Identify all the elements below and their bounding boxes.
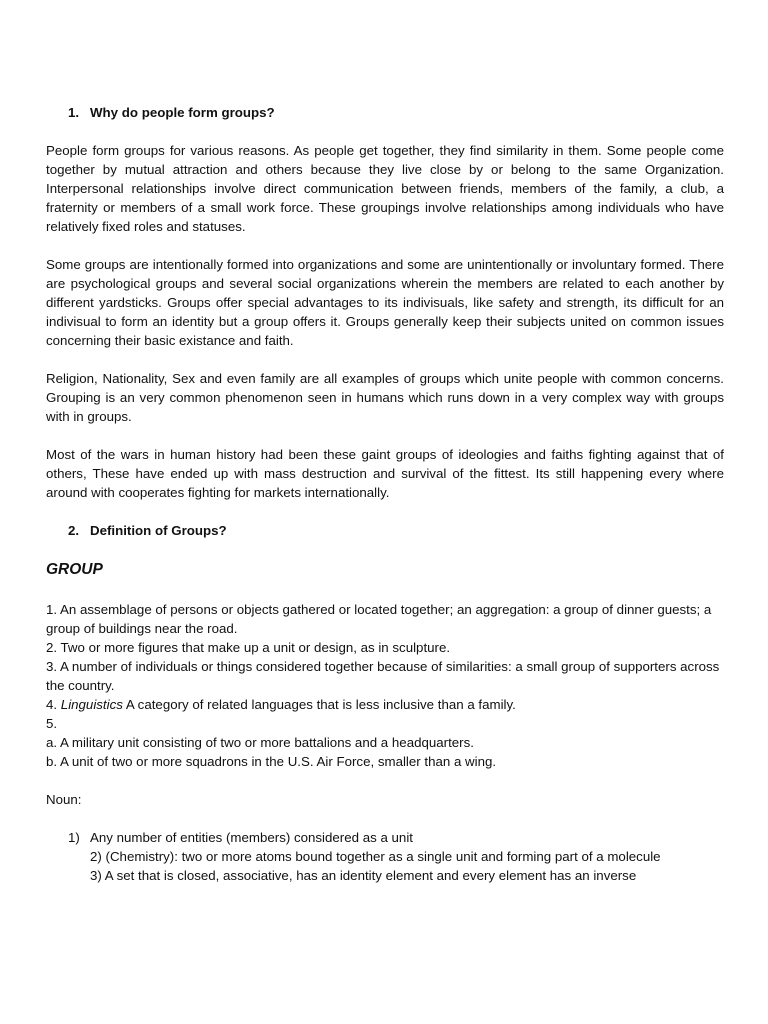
noun-item-1 [68, 828, 724, 847]
definition-4 [46, 695, 724, 714]
definition-5 [46, 714, 724, 733]
question-2-title: Definition of Groups? [90, 523, 227, 538]
definition-4-label: Linguistics [60, 697, 123, 712]
definition-5b-number: b. [46, 754, 58, 769]
question-2-number: 2. [68, 523, 80, 538]
definition-1-text: An assemblage of persons or objects gathered or located together; an aggregation: a group of dinner guests; a group of buildings near the road. [46, 602, 712, 636]
definition-2-text: Two or more figures that make up a unit or design, as in sculpture. [57, 640, 451, 655]
noun-item-3: 3) A set that is closed, associative, has an identity element and every element has an inverse [90, 868, 637, 883]
definition-1-number: 1. [46, 602, 58, 617]
definition-5b [46, 752, 724, 771]
paragraph-4: Most of the wars in human history had been these gaint groups of ideologies and faiths fighting against that of others, These have ended up with mass destruction and survival of the fittest. Its still happening every where around with cooperates fighting for markets internationally. [46, 447, 724, 500]
definition-2-number: 2. [46, 640, 58, 655]
group-heading: GROUP [46, 561, 103, 578]
question-1-heading [68, 103, 724, 122]
paragraph-2: Some groups are intentionally formed into organizations and some are unintentionally or involuntary formed. There are psychological groups and several social organizations wherein the members are related to each another by different yardsticks. Groups offer special advantages to its indivisuals, like safety and strength, its difficult for an indivisual to form an identity but a group offers it. Groups generally keep their subjects united on common issues concerning their basic existance and faith. [46, 257, 724, 348]
question-1-title: Why do people form groups? [90, 105, 275, 120]
noun-item-2: 2) (Chemistry): two or more atoms bound together as a single unit and forming part of a molecule [90, 849, 661, 864]
definition-5-number: 5. [46, 716, 58, 731]
noun-item-1-text: Any number of entities (members) considered as a unit [90, 830, 413, 845]
definition-1 [46, 600, 724, 638]
paragraph-1: People form groups for various reasons. As people get together, they find similarity in them. Some people come together by mutual attraction and others because they live close by or belong to the same Organization. Interpersonal relationships involve direct communication between friends, members of the family, a club, a fraternity or members of a small work force. These groupings involve relationships among individuals who have relatively fixed roles and statuses. [46, 143, 724, 234]
paragraph-3: Religion, Nationality, Sex and even family are all examples of groups which unite people with common concerns. Grouping is an very common phenomenon seen in humans which runs down in a very complex way with groups with in groups. [46, 371, 724, 424]
question-2-heading [68, 521, 724, 540]
definition-4-text: A category of related languages that is less inclusive than a family. [122, 697, 516, 712]
definition-5a-number: a. [46, 735, 58, 750]
definition-5b-text: A unit of two or more squadrons in the U.S. Air Force, smaller than a wing. [57, 754, 497, 769]
noun-list [46, 828, 724, 885]
definition-3 [46, 657, 724, 695]
definition-5a-text: A military unit consisting of two or more battalions and a headquarters. [57, 735, 474, 750]
definition-3-number: 3. [46, 659, 58, 674]
definition-5a [46, 733, 724, 752]
noun-item-1-number: 1) [68, 830, 80, 845]
document-content [46, 103, 724, 885]
definition-list [46, 600, 724, 771]
definition-3-text: A number of individuals or things considered together because of similarities: a small group of supporters across the country. [46, 659, 720, 693]
definition-4-number: 4. [46, 697, 58, 712]
question-1-number: 1. [68, 105, 80, 120]
noun-label: Noun: [46, 792, 82, 807]
definition-2 [46, 638, 724, 657]
